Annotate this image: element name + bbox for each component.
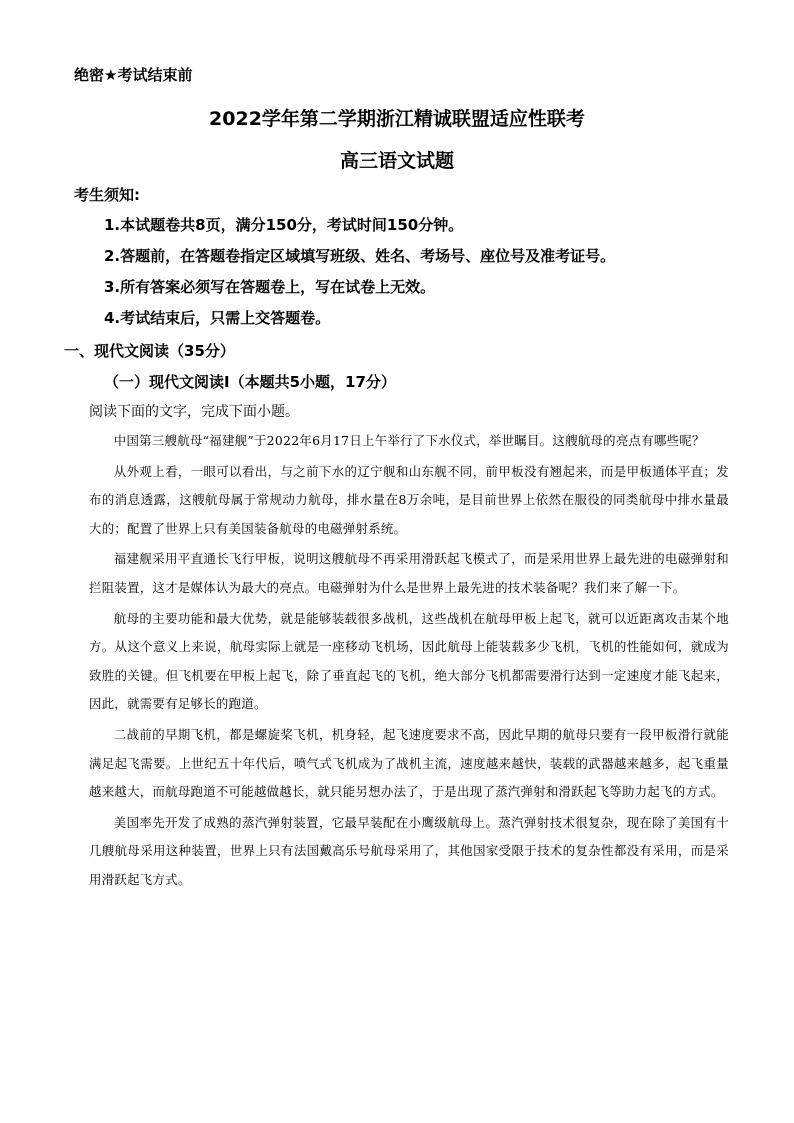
passage-paragraph: 中国第三艘航母“福建舰”于2022年6月17日上午举行了下水仪式，举世瞩目。这艘航母的亮点有哪些呢？	[113, 433, 705, 448]
reading-passage	[89, 427, 729, 897]
reading-instruction: 阅读下面的文字，完成下面小题。	[89, 404, 299, 420]
passage-paragraph: 航母的主要功能和最大优势，就是能够装载很多战机，这些战机在航母甲板上起飞，就可以近距离攻击某个地方。从这个意义上来说，航母实际上就是一座移动飞机场，因此航母上能装载多少飞机，飞机的性能如何，就成为致胜的关键。但飞机要在甲板上起飞，除了垂直起飞的飞机，绝大部分飞机都需要滑行达到一定速度才能飞起来，因此，就需要有足够长的跑道。	[89, 610, 729, 712]
section-heading: 一、现代文阅读（35分）	[64, 342, 235, 360]
passage-paragraph: 二战前的早期飞机，都是螺旋桨飞机，机身轻，起飞速度要求不高，因此早期的航母只要有一段甲板滑行就能满足起飞需要。上世纪五十年代后，喷气式飞机成为了战机主流，速度越来越快，装载的武器越来越多，起飞重量越来越大，而航母跑道不可能越做越长，就只能另想办法了，于是出现了蒸汽弹射和滑跃起飞等助力起飞的方式。	[89, 726, 729, 800]
notice-item: 1.本试题卷共8页，满分150分，考试时间150分钟。	[104, 216, 464, 234]
exam-title: 2022学年第二学期浙江精诚联盟适应性联考	[209, 108, 585, 130]
notice-list	[104, 210, 615, 334]
notice-heading: 考生须知:	[74, 186, 140, 204]
passage-paragraph: 美国率先开发了成熟的蒸汽弹射装置，它最早装配在小鹰级航母上。蒸汽弹射技术很复杂，现在除了美国有十几艘航母采用这种装置，世界上只有法国戴高乐号航母采用了，其他国家受限于技术的复杂性都没有采用，而是采用滑跃起飞方式。	[89, 814, 729, 887]
notice-item: 2.答题前，在答题卷指定区域填写班级、姓名、考场号、座位号及准考证号。	[104, 247, 616, 265]
confidential-label: 绝密★考试结束前	[74, 66, 193, 84]
subsection-heading: （一）现代文阅读Ⅰ（本题共5小题，17分）	[104, 373, 396, 391]
notice-item: 4.考试结束后，只需上交答题卷。	[104, 309, 331, 327]
passage-paragraph: 从外观上看，一眼可以看出，与之前下水的辽宁舰和山东舰不同，前甲板没有翘起来，而是甲板通体平直；发布的消息透露，这艘航母属于常规动力航母，排水量在8万余吨，是目前世界上依然在服役的同类航母中排水量最大的；配置了世界上只有美国装备航母的电磁弹射系统。	[89, 463, 729, 536]
notice-item: 3.所有答案必须写在答题卷上，写在试卷上无效。	[104, 278, 436, 296]
passage-paragraph: 福建舰采用平直通长飞行甲板，说明这艘航母不再采用滑跃起飞模式了，而是采用世界上最先进的电磁弹射和拦阻装置，这才是媒体认为最大的亮点。电磁弹射为什么是世界上最先进的技术装备呢？我们来了解一下。	[89, 551, 729, 595]
exam-subtitle: 高三语文试题	[339, 150, 454, 172]
